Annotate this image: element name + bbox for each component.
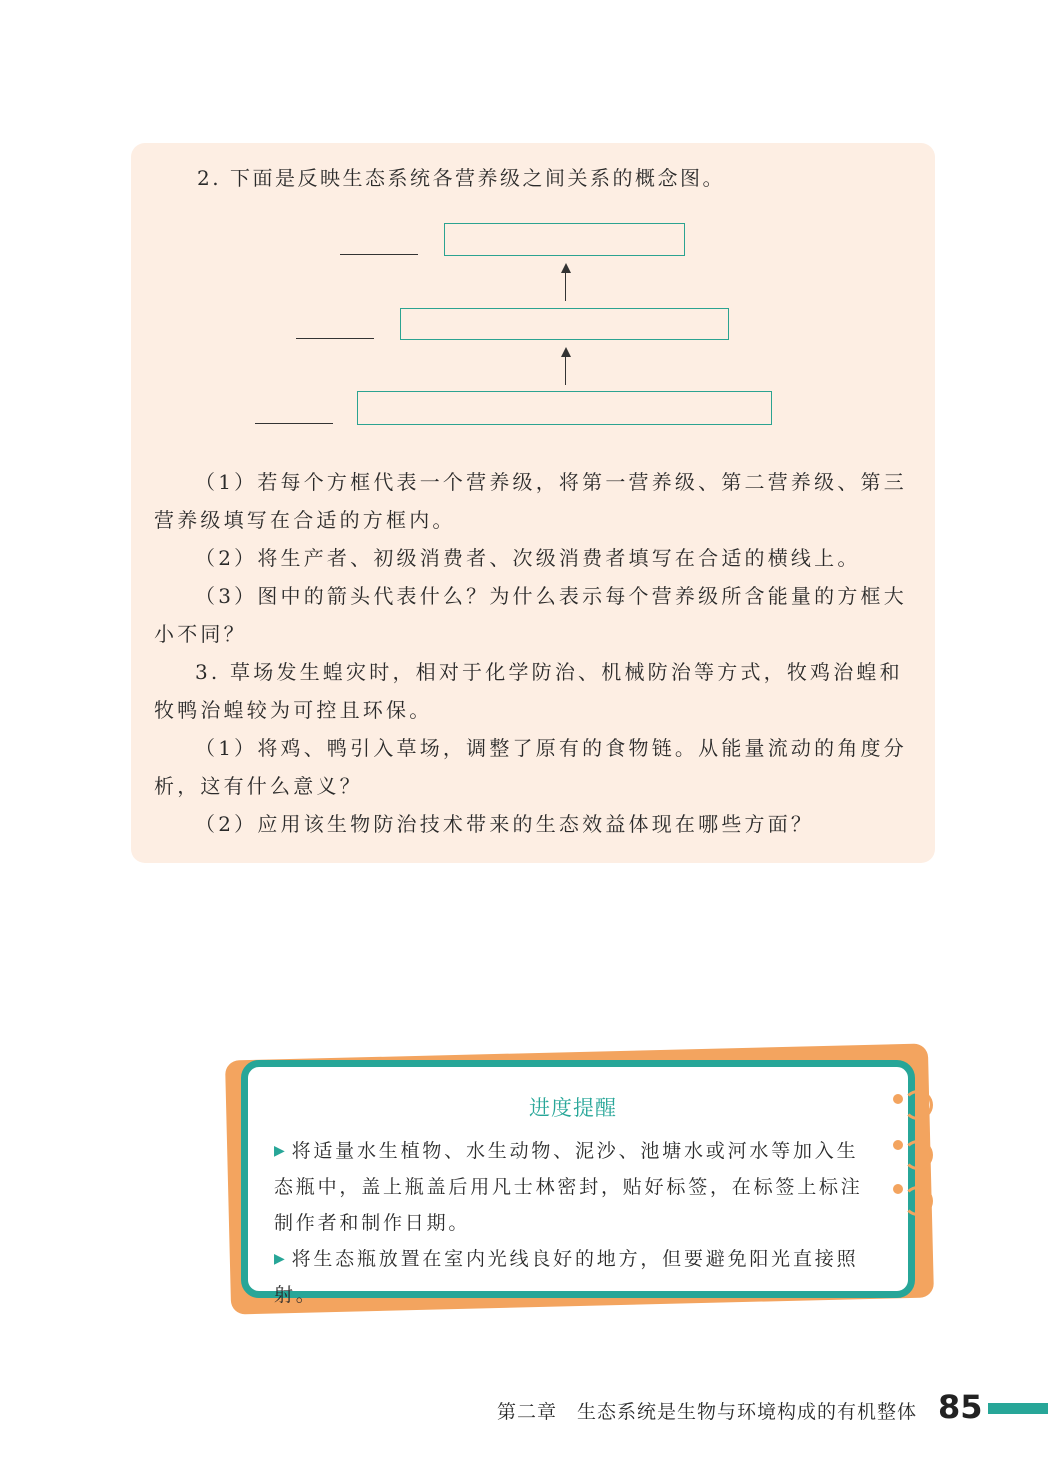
binder-ring-knob-icon <box>893 1140 903 1150</box>
triangle-right-icon: ▶ <box>274 1143 288 1159</box>
arrow-up-icon <box>561 263 571 273</box>
triangle-right-icon: ▶ <box>274 1251 288 1267</box>
trophic-level-box-bottom[interactable] <box>357 391 772 425</box>
blank-line-middle[interactable] <box>296 338 374 339</box>
question-2-part-1: （1）若每个方框代表一个营养级，将第一营养级、第二营养级、第三营养级填写在合适的方框内。 <box>154 470 907 532</box>
reminder-item-2-text: 将生态瓶放置在室内光线良好的地方，但要避免阳光直接照射。 <box>274 1248 859 1306</box>
reminder-item-2 <box>274 1241 874 1313</box>
reminder-title: 进度提醒 <box>529 1096 617 1120</box>
reminder-item-1-text: 将适量水生植物、水生动物、泥沙、池塘水或河水等加入生态瓶中，盖上瓶盖后用凡士林密封，贴好标签，在标签上标注制作者和制作日期。 <box>274 1140 863 1234</box>
trophic-level-box-middle[interactable] <box>400 308 729 340</box>
arrow-up-icon <box>561 347 571 357</box>
page-number: 85 <box>938 1388 983 1426</box>
arrow-shaft-lower <box>565 356 566 385</box>
binder-ring-icon <box>903 1090 933 1120</box>
question-3-part-2: （2）应用该生物防治技术带来的生态效益体现在哪些方面？ <box>195 812 815 836</box>
chapter-footer: 第二章 生态系统是生物与环境构成的有机整体 <box>497 1401 918 1423</box>
blank-line-top[interactable] <box>340 254 418 255</box>
reminder-item-1 <box>274 1133 874 1241</box>
binder-ring-icon <box>903 1140 933 1170</box>
trophic-level-box-top[interactable] <box>444 223 685 256</box>
arrow-shaft-upper <box>565 272 566 301</box>
page-accent-bar <box>988 1403 1048 1414</box>
question-2-part-3: （3）图中的箭头代表什么？为什么表示每个营养级所含能量的方框大小不同？ <box>154 584 907 646</box>
blank-line-bottom[interactable] <box>255 423 333 424</box>
question-3-part-1: （1）将鸡、鸭引入草场，调整了原有的食物链。从能量流动的角度分析，这有什么意义？ <box>154 736 907 798</box>
question-3-title: 3. 草场发生蝗灾时，相对于化学防治、机械防治等方式，牧鸡治蝗和牧鸭治蝗较为可控且环保。 <box>154 660 903 722</box>
binder-ring-knob-icon <box>893 1184 903 1194</box>
binder-ring-icon <box>903 1186 933 1216</box>
question-2-title: 2. 下面是反映生态系统各营养级之间关系的概念图。 <box>197 166 725 190</box>
question-2-part-2: （2）将生产者、初级消费者、次级消费者填写在合适的横线上。 <box>195 546 861 570</box>
